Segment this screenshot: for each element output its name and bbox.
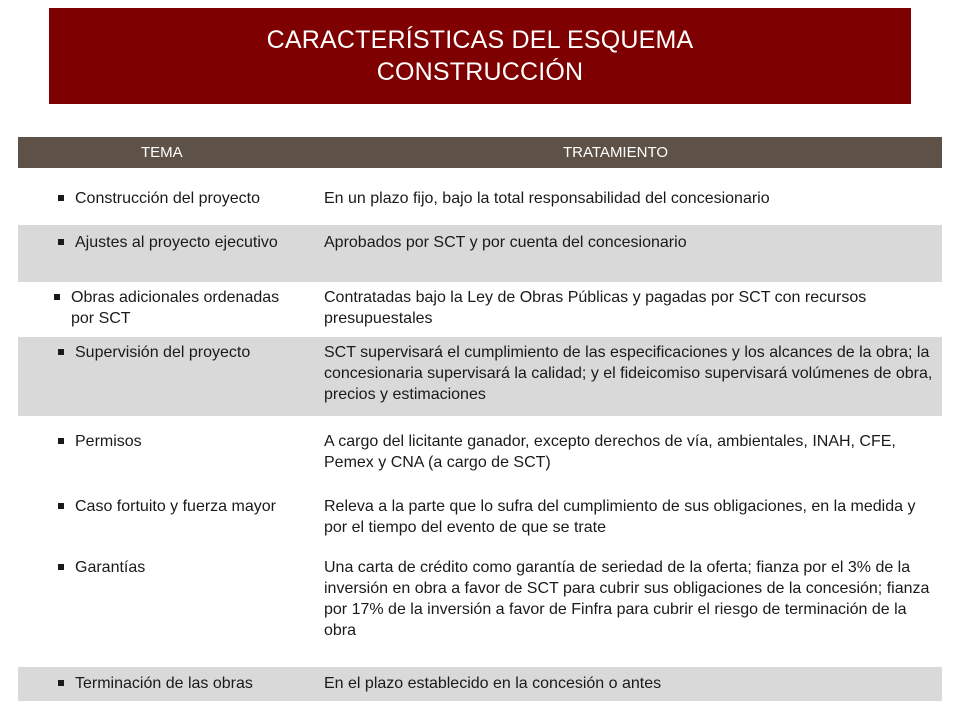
row-topic [58,673,298,694]
row-topic-text: Obras adicionales ordenadas por SCT [71,289,280,327]
table-row [18,337,942,416]
row-topic [58,342,298,363]
table-row [18,282,942,337]
row-topic [58,188,298,209]
row-treatment: Una carta de crédito como garantía de seriedad de la oferta; fianza por el 3% de la inversión en obra a favor de SCT para cubrir sus obligaciones de la concesión; fianza por 17% de la inversión a favor de Finfra para cubrir el riesgo de terminación de la obra [324,559,930,639]
row-topic-text: Terminación de las obras [75,675,253,692]
row-topic-text: Garantías [75,559,146,576]
bullet-icon [54,294,60,300]
bullet-icon [58,195,64,201]
title-banner [49,8,911,104]
table-row [18,184,942,224]
row-topic [54,287,294,329]
row-topic-text: Ajustes al proyecto ejecutivo [75,234,278,251]
row-topic [58,431,298,452]
row-topic [58,232,298,253]
table-row [18,667,942,701]
row-topic [58,557,298,578]
bullet-icon [58,239,64,245]
bullet-icon [58,438,64,444]
page-title-line-2: CONSTRUCCIÓN [376,58,584,86]
row-topic-text: Construcción del proyecto [75,190,260,207]
column-header-tema: TEMA [141,144,183,161]
row-treatment: Releva a la parte que lo sufra del cumplimiento de sus obligaciones, en la medida y por el tiempo del evento de que se trate [324,498,916,536]
bullet-icon [58,503,64,509]
table-row [18,548,942,664]
row-treatment: A cargo del licitante ganador, excepto derechos de vía, ambientales, INAH, CFE, Pemex y CNA (a cargo de SCT) [324,433,896,471]
table-row [18,486,942,548]
table-header [18,137,942,168]
row-treatment: En un plazo fijo, bajo la total responsabilidad del concesionario [324,190,770,207]
row-treatment: En el plazo establecido en la concesión o antes [324,675,662,692]
row-topic [58,496,298,517]
table-row [18,225,942,282]
row-treatment: Contratadas bajo la Ley de Obras Públicas y pagadas por SCT con recursos presupuestales [324,289,867,327]
row-topic-text: Caso fortuito y fuerza mayor [75,498,276,515]
row-treatment: Aprobados por SCT y por cuenta del concesionario [324,234,687,251]
row-treatment: SCT supervisará el cumplimiento de las especificaciones y los alcances de la obra; la concesionaria supervisará la calidad; y el fideicomiso supervisará volúmenes de obra, precios y estimaciones [324,344,933,403]
row-topic-text: Permisos [75,433,142,450]
table-row [18,416,942,486]
row-topic-text: Supervisión del proyecto [75,344,251,361]
column-header-tratamiento: TRATAMIENTO [563,144,668,161]
page-title-line-1: CARACTERÍSTICAS DEL ESQUEMA [266,26,694,54]
bullet-icon [58,349,64,355]
bullet-icon [58,680,64,686]
bullet-icon [58,564,64,570]
